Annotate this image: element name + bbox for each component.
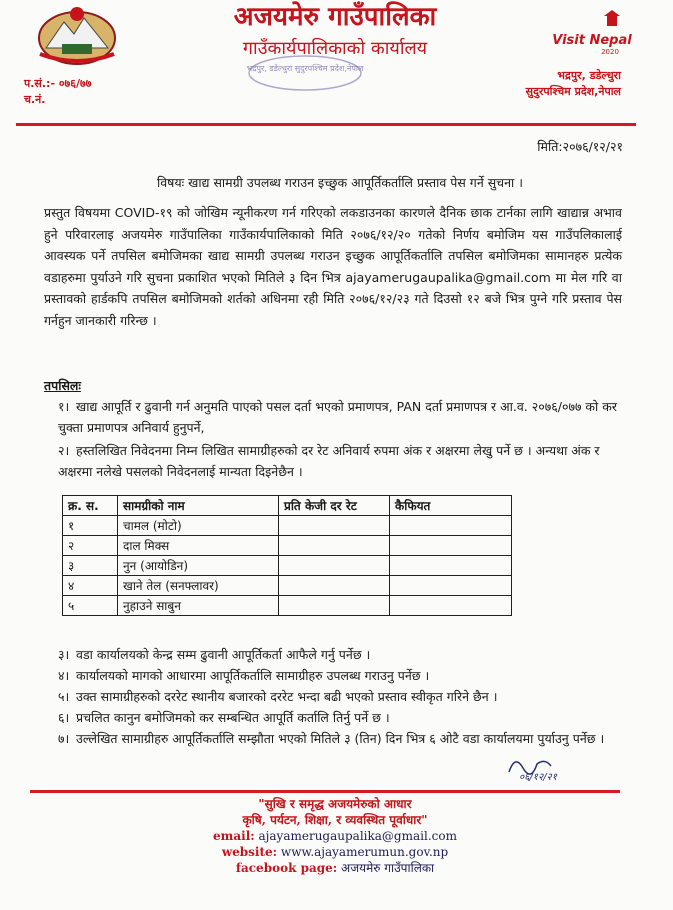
address-line-1: भद्रपुर, डडेल्धुरा: [557, 69, 621, 82]
col-header-item-name: सामग्रीको नाम: [118, 496, 279, 516]
list-item-number: ५।: [58, 689, 70, 704]
table-cell: २: [63, 536, 118, 556]
table-cell: दाल मिक्स: [118, 536, 279, 556]
visit-nepal-logo-year: 2020: [601, 48, 619, 56]
table-cell: [279, 576, 390, 596]
list-item: [58, 396, 628, 438]
table-cell: [279, 536, 390, 556]
footer-slogan-line-2: कृषि, पर्यटन, शिक्षा, र व्यवस्थित पूर्वाधार": [242, 813, 428, 827]
table-row: [63, 596, 512, 616]
list-item: [58, 665, 628, 686]
list-item-text: उल्लेखित सामाग्रीहरु आपूर्तिकर्तालि सम्झौता भएको मितिले ३ (तिन) दिन भित्र ६ ओटै वडा कार्यालयमा पुर्याउनु पर्नेछ ।: [76, 731, 605, 746]
table-cell: खाने तेल (सनफ्लावर): [118, 576, 279, 596]
letter-body: प्रस्तुत विषयमा COVID-१९ को जोखिम न्यूनीकरण गर्न गरिएको लकडाउनका कारणले दैनिक छाक टार्नका लागि खाद्यान्न अभाव हुने परिवारलाइ अजयमेरु गाउँपालिका गाउँकार्यपालिकाको मिति २०७६/१२/२० गतेको निर्णय बमोजिम यस गाउँपलिकालाई आवस्यक पर्ने तपसिल बमोजिमका खाद्य सामग्री उपलब्ध गराउन इच्छुक आपूर्तिकर्तालि तपसिल बमोजिमका सामानहरु प्रत्येक वडाहरुमा पुर्याउने गरि सुचना प्रकाशित भएको मितिले ३ दिन भित्र ajayamerugaupalika@gmail.com मा मेल गरि वा प्रस्तावको हार्डकपि तपसिल बमोजिमको शर्तको अधिनमा रही मिति २०७६/१२/२३ गते दिउसो १२ बजे भित्र पुग्ने गरि प्रस्ताव पेस गर्नहुन जानकारी गरिन्छ ।: [44, 205, 622, 328]
table-row: [63, 536, 512, 556]
table-cell: [390, 596, 512, 616]
office-seal-stamp: [245, 54, 365, 92]
table-cell: [279, 596, 390, 616]
table-cell: नुन (आयोडिन): [118, 556, 279, 576]
table-cell: १: [63, 516, 118, 536]
nepal-emblem-icon: [34, 4, 120, 66]
letter-subject: विषयः खाद्य सामग्री उपलब्ध गराउन इच्छुक आपूर्तिकर्तालि प्रस्ताव पेस गर्ने सुचना ।: [156, 175, 524, 190]
table-cell: चामल (मोटो): [118, 516, 279, 536]
list-item: [58, 644, 628, 665]
list-item-number: १।: [58, 399, 70, 414]
list-item-text: उक्त सामाग्रीहरुको दररेट स्थानीय बजारको दररेट भन्दा बढी भएको प्रस्ताव स्वीकृत गरिने छैन ।: [76, 689, 498, 704]
seal-text: भद्रपुर, डडेल्धुरा सुदुरपश्चिम प्रदेश,नेपाल: [246, 64, 364, 73]
table-cell: नुहाउने साबुन: [118, 596, 279, 616]
table-cell: [390, 556, 512, 576]
letter-footer: [120, 796, 550, 876]
email-label: email:: [213, 829, 255, 843]
list-item-text: प्रचलित कानुन बमोजिमको कर सम्बन्धित आपूर्ति कर्तालि तिर्नु पर्ने छ ।: [76, 710, 390, 725]
visit-nepal-logo: [552, 8, 634, 56]
footer-divider: [30, 790, 620, 793]
table-row: [63, 576, 512, 596]
col-header-rate: प्रति केजी दर रेट: [279, 496, 390, 516]
conditions-list-top: [58, 396, 628, 482]
list-item-number: ४।: [58, 668, 70, 683]
items-table: [62, 495, 512, 616]
conditions-list-bottom: [58, 644, 628, 749]
visit-nepal-logo-text: Visit Nepal: [552, 33, 632, 48]
office-address: [526, 68, 621, 100]
letter-date: मिति:२०७६/१२/२१: [537, 139, 623, 154]
list-item-number: ६।: [58, 710, 70, 725]
header-divider: [16, 123, 636, 126]
list-item: [58, 686, 628, 707]
list-item-text: खाद्य आपूर्ति र ढुवानी गर्न अनुमति पाएको पसल दर्ता भएको प्रमाणपत्र, PAN दर्ता प्रमाणपत्र र आ.व. २०७६/०७७ को कर चुक्ता प्रमाणपत्र अनिवार्य हुनुपर्ने,: [58, 399, 617, 435]
table-header-row: [63, 496, 512, 516]
table-cell: [390, 516, 512, 536]
list-item: [58, 707, 628, 728]
table-cell: ३: [63, 556, 118, 576]
table-row: [63, 516, 512, 536]
footer-slogan-line-1: "सुखि र समृद्ध अजयमेरुको आधार: [258, 797, 412, 811]
list-item: [58, 440, 628, 482]
ref-line-1: प.सं.:- ०७६/७७: [24, 77, 92, 90]
footer-website: www.ajayamerumun.gov.np: [280, 845, 449, 859]
list-item-text: वडा कार्यालयको केन्द्र सम्म ढुवानी आपूर्तिकर्ता आफैले गर्नु पर्नेछ ।: [76, 647, 371, 662]
details-heading: तपसिलः: [44, 378, 81, 393]
table-cell: [390, 536, 512, 556]
footer-email: ajayamerugaupalika@gmail.com: [258, 829, 457, 843]
list-item-number: २।: [58, 443, 70, 458]
footer-facebook: अजयमेरु गाउँपालिका: [341, 861, 435, 875]
website-label: website:: [221, 845, 278, 859]
col-header-remarks: कैफियत: [390, 496, 512, 516]
list-item: [58, 728, 628, 749]
list-item-text: कार्यालयको मागको आधारमा आपूर्तिकर्तालि सामाग्रीहरु उपलब्ध गराउनु पर्नेछ ।: [76, 668, 430, 683]
reference-number: [24, 76, 91, 108]
table-cell: [279, 516, 390, 536]
list-item-text: हस्तलिखित निवेदनमा निम्न लिखित सामाग्रीहरुको दर रेट अनिवार्य रुपमा अंक र अक्षरमा लेखु पर्ने छ । अन्यथा अंक र अक्षरमा नलेखे पसलको निवेदनलाई मान्यता दिइनेछैन ।: [58, 443, 600, 479]
signature-mark: [505, 750, 585, 784]
table-cell: [279, 556, 390, 576]
list-item-number: ३।: [58, 647, 70, 662]
signature-date: ०६/१२/२१: [519, 772, 557, 783]
ref-line-2: च.नं.: [24, 93, 46, 106]
address-line-2: सुदुरपश्चिम प्रदेश,नेपाल: [525, 85, 621, 98]
table-cell: ४: [63, 576, 118, 596]
col-header-serial: क्र. स.: [63, 496, 118, 516]
table-cell: [390, 576, 512, 596]
facebook-label: facebook page:: [235, 861, 338, 875]
list-item-number: ७।: [58, 731, 70, 746]
office-subtitle: गाउँकार्यपालिकाको कार्यालय: [242, 38, 428, 59]
table-row: [63, 556, 512, 576]
municipality-title: अजयमेरु गाउँपालिका: [233, 2, 437, 32]
table-cell: ५: [63, 596, 118, 616]
